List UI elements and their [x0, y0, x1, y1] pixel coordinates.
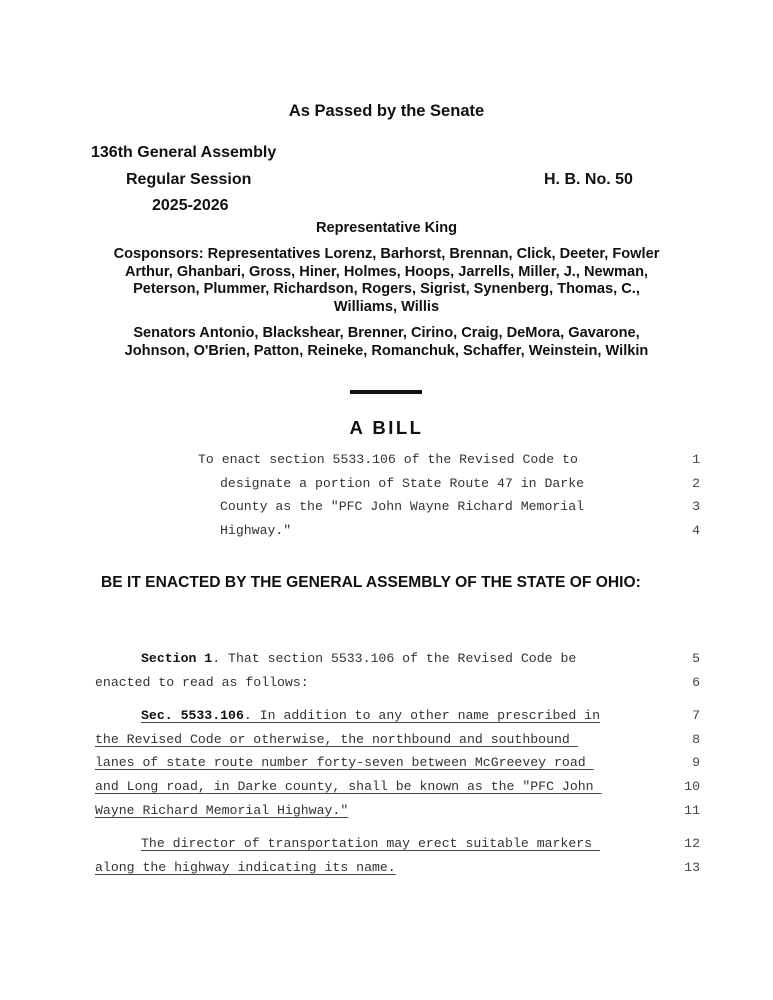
bill-heading: A BILL [349, 417, 424, 438]
new-section-label: Sec. 5533.106 [141, 708, 244, 723]
new-section-text: . In addition to any other name prescribed in [243, 708, 601, 723]
cosponsors-line: Arthur, Ghanbari, Gross, Hiner, Holmes, Hoops, Jarrells, Miller, J., Newman, [124, 263, 649, 280]
enacting-clause: BE IT ENACTED BY THE GENERAL ASSEMBLY OF THE STATE OF OHIO: [101, 574, 641, 591]
inserted-line: the Revised Code or otherwise, the northbound and southbound [95, 732, 578, 747]
senators [0, 325, 773, 360]
bill-number: H. B. No. 50 [544, 171, 633, 188]
title-line: To enact section 5533.106 of the Revised Code to [198, 452, 578, 467]
cosponsors-line: Cosponsors: Representatives Lorenz, Barhorst, Brennan, Click, Deeter, Fowler [113, 246, 660, 262]
section-text: . That section 5533.106 of the Revised Code be [212, 651, 577, 666]
title-line: designate a portion of State Route 47 in Darke [220, 476, 585, 491]
inserted-line: lanes of state route number forty-seven between McGreevey road [95, 755, 594, 770]
line-number: 9 [692, 755, 700, 770]
inserted-line: Wayne Richard Memorial Highway." [95, 803, 349, 818]
inserted-line: and Long road, in Darke county, shall be known as the "PFC John [95, 779, 602, 794]
cosponsors-line: Williams, Willis [333, 298, 440, 315]
line-number: 3 [692, 499, 700, 514]
session: Regular Session [126, 171, 252, 188]
inserted-line: along the highway indicating its name. [95, 860, 396, 875]
line-number: 12 [684, 836, 700, 851]
senators-line: Johnson, O'Brien, Patton, Reineke, Romanchuk, Schaffer, Weinstein, Wilkin [124, 342, 649, 359]
line-number: 5 [692, 651, 700, 666]
divider [350, 390, 422, 394]
line-number: 10 [684, 779, 700, 794]
section-label: Section 1 [141, 651, 213, 666]
primary-sponsor: Representative King [315, 220, 458, 236]
title-line: County as the "PFC John Wayne Richard Memorial [220, 499, 585, 514]
new-section-line [141, 708, 600, 723]
line-number: 8 [692, 732, 700, 747]
bill-status: As Passed by the Senate [288, 102, 485, 120]
inserted-line: The director of transportation may erect suitable markers [141, 836, 600, 851]
body-line: enacted to read as follows: [95, 675, 309, 690]
line-number: 2 [692, 476, 700, 491]
general-assembly: 136th General Assembly [91, 144, 277, 161]
line-number: 11 [684, 803, 700, 818]
senators-line: Senators Antonio, Blackshear, Brenner, Cirino, Craig, DeMora, Gavarone, [133, 325, 640, 341]
line-number: 6 [692, 675, 700, 690]
line-number: 1 [692, 452, 700, 467]
title-line: Highway." [220, 523, 292, 538]
session-years: 2025-2026 [152, 197, 229, 214]
cosponsors-line: Peterson, Plummer, Richardson, Rogers, Sigrist, Synenberg, Thomas, C., [133, 281, 640, 297]
line-number: 7 [692, 708, 700, 723]
line-number: 4 [692, 523, 700, 538]
cosponsors [0, 246, 773, 316]
line-number: 13 [684, 860, 700, 875]
section-1-line [141, 651, 576, 666]
